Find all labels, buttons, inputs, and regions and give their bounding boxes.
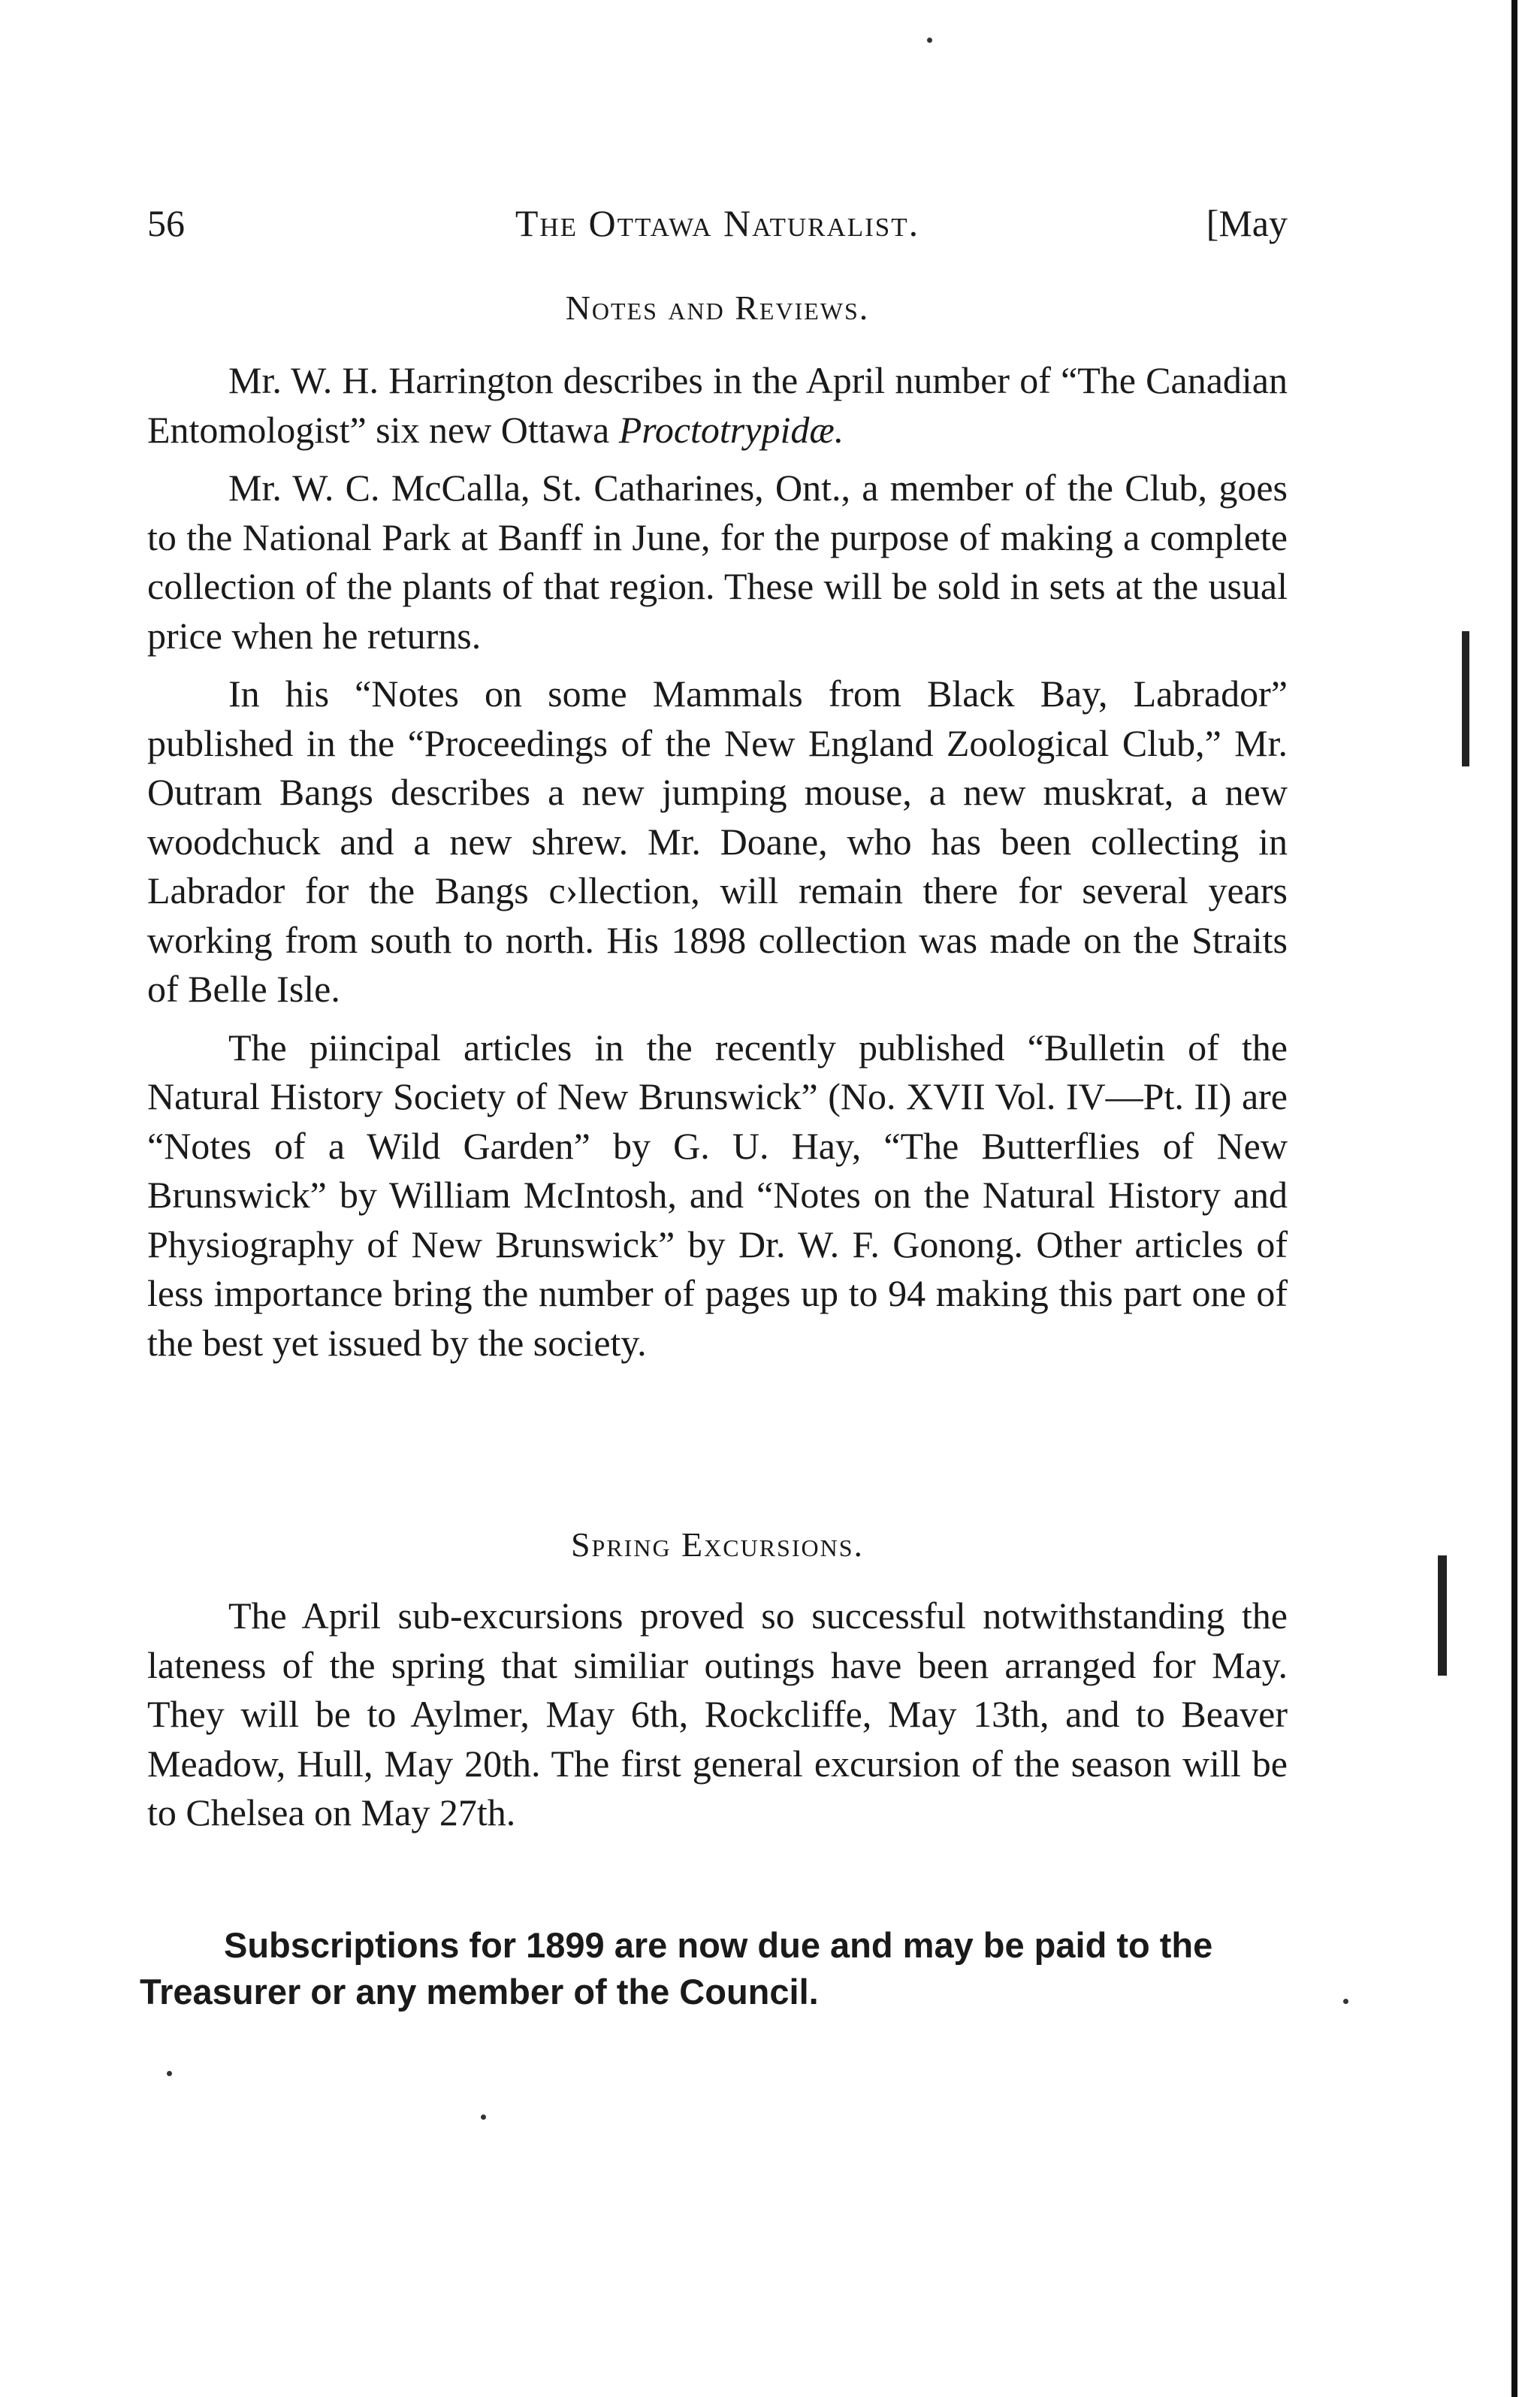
scan-speck xyxy=(1343,1999,1348,2004)
spring-excursions-body xyxy=(147,1591,1288,1847)
paragraph-excursions: The April sub-excursions proved so successful notwithstanding the lateness of the spring that similiar outings have been arranged for May. They will be to Aylmer, May 6th, Rockcliffe, May 13th, and to Beaver Meadow, Hull, May 20th. The first general excursion of the season will be to Chelsea on May 27th. xyxy=(147,1594,1288,1833)
scan-speck xyxy=(481,2114,486,2120)
scan-mark xyxy=(1462,631,1469,766)
taxon-name: Proctotrypidæ. xyxy=(618,408,844,451)
spring-excursions-heading: Spring Excursions. xyxy=(570,1525,865,1564)
subscription-notice: Subscriptions for 1899 are now due and may be paid to the Treasurer or any member of the Council. xyxy=(140,1925,1213,2012)
scan-speck xyxy=(927,38,932,43)
scan-speck xyxy=(167,2071,172,2076)
paragraph-bulletin: The piincipal articles in the recently published “Bulletin of the Natural History Society of New Brunswick” (No. XVII Vol. IV—Pt. II) are “Notes of a Wild Garden” by G. U. Hay, “The Butterflies of New Brunswick” by William McIntosh, and “Notes on the Natural History and Physiography of New Brunswick” by Dr. W. F. Gonong. Other articles of less importance bring the number of pages up to 94 making this part one of the best yet issued by the society. xyxy=(147,1026,1288,1364)
paragraph-bangs: In his “Notes on some Mammals from Black Bay, Labrador” published in the “Proceedings of the New England Zoological Club,” Mr. Outram Bangs describes a new jumping mouse, a new muskrat, a new woodchuck and a new shrew. Mr. Doane, who has been collecting in Labrador for the Bangs c›llection, will remain there for several years working from south to north. His 1898 collection was made on the Straits of Belle Isle. xyxy=(147,673,1288,1010)
scan-mark xyxy=(1438,1555,1447,1676)
running-header xyxy=(147,197,1288,249)
issue-month: [May xyxy=(1206,202,1288,244)
paragraph-mccalla: Mr. W. C. McCalla, St. Catharines, Ont., a member of the Club, goes to the National Park at Banff in June, for the purpose of making a complete collection of the plants of that region. These will be sold in sets at the usual price when he returns. xyxy=(147,467,1288,657)
page-number: 56 xyxy=(147,202,185,244)
paragraph-harrington xyxy=(147,356,1288,455)
scan-binding-edge xyxy=(1511,0,1517,2397)
notes-and-reviews-body xyxy=(147,356,1288,1377)
paragraph-harrington-text: Mr. W. H. Harrington describes in the April number of “The Canadian Entomologist” six new Ottawa xyxy=(147,359,1288,451)
notes-and-reviews-heading: Notes and Reviews. xyxy=(565,289,870,327)
journal-title: The Ottawa Naturalist. xyxy=(515,202,920,244)
